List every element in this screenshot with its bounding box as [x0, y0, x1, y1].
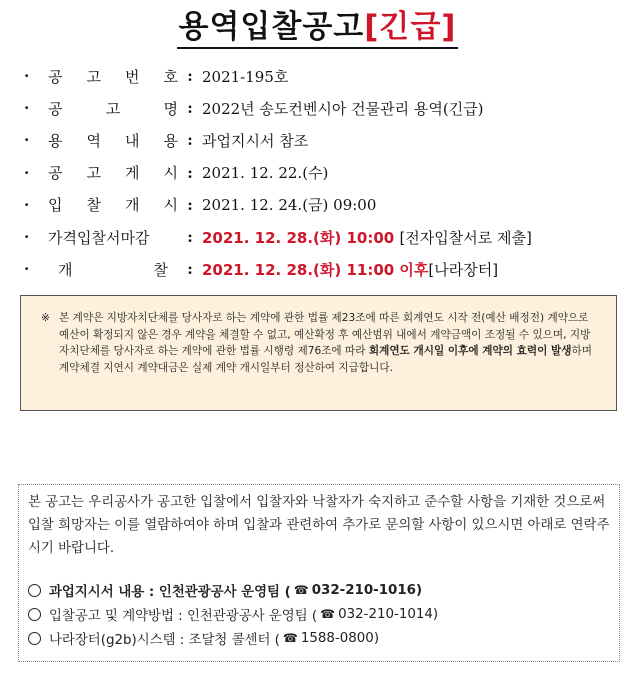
phone-icon: ☎: [282, 631, 298, 645]
title-urgent: [긴급]: [364, 9, 457, 45]
row-colon: :: [187, 99, 193, 118]
row-colon: :: [187, 195, 193, 214]
row-bullet: ·: [24, 163, 30, 182]
row-label: 가격입찰서마감: [48, 228, 150, 247]
title-wrapper: [0, 8, 635, 49]
row-colon: :: [187, 260, 193, 279]
circle-bullet-icon: [28, 608, 41, 621]
info-row-posted: [24, 157, 624, 189]
contact-item-task-spec: 과업지시서 내용 : 인천관광공사 운영팀 ( ☎ 032-210-1016): [28, 578, 610, 602]
contact-item-g2b: 나라장터(g2b)시스템 : 조달청 콜센터 ( ☎ 1588-0800): [28, 626, 610, 650]
circle-bullet-icon: [28, 584, 41, 597]
row-value: 2021-195호: [202, 67, 289, 86]
reference-mark-icon: ※: [41, 312, 50, 324]
row-value: 2022년 송도컨벤시아 건물관리 용역(긴급): [202, 99, 484, 118]
row-bullet: ·: [24, 131, 30, 150]
announcement-info: [24, 60, 624, 285]
row-colon: :: [187, 228, 193, 247]
phone-icon: ☎: [320, 607, 336, 621]
circle-bullet-icon: [28, 632, 41, 645]
row-colon: :: [187, 163, 193, 182]
row-colon: :: [187, 67, 193, 86]
title-main: 용역입찰공고: [178, 9, 365, 45]
row-bullet: ·: [24, 195, 30, 214]
row-bullet: ·: [24, 99, 30, 118]
row-label: 공 고 명: [48, 99, 178, 118]
row-value: 2021. 12. 24.(금) 09:00: [202, 196, 377, 215]
info-row-name: [24, 92, 624, 124]
row-value-deadline: 2021. 12. 28.(화) 10:00 [전자입찰서로 제출]: [202, 228, 532, 247]
info-row-bid-open: [24, 189, 624, 221]
contact-item-contract: 입찰공고 및 계약방법 : 인천관광공사 운영팀 ( ☎ 032-210-1014): [28, 602, 610, 626]
notice-text: 본 계약은 지방자치단체를 당사자로 하는 계약에 관한 법률 제23조에 따른 회계연도 시작 전(예산 배정전) 계약으로 예산이 확정되지 않은 경우 계약을 체결할 수 없고, 예산확정 후 예산범위 내에서 계약금액이 조정될 수 있으며, 지방자치단체를 당사자로 하는 계약에 관한 법률 시행령 제76조에 따라 회계연도 개시일 이후에 계약의 효력이 발생하며 계약체결 지연시 계약대금은 실제 계약 개시일부터 정산하여 지급합니다.: [59, 312, 592, 374]
info-row-content: [24, 124, 624, 156]
row-label: 용 역 내 용: [48, 131, 178, 150]
page-title: [177, 8, 459, 49]
row-label: 공 고 게 시: [48, 164, 178, 183]
row-value: 2021. 12. 22.(수): [202, 164, 329, 183]
row-label: 입 찰 개 시: [48, 196, 178, 215]
contact-box: [18, 484, 620, 662]
row-value-opening: 2021. 12. 28.(화) 11:00 이후[나라장터]: [202, 260, 499, 279]
row-value: 과업지시서 참조: [202, 131, 309, 150]
phone-icon: ☎: [293, 583, 309, 597]
info-row-deadline: [24, 221, 624, 253]
contact-paragraph: 본 공고는 우리공사가 공고한 입찰에서 입찰자와 낙찰자가 숙지하고 준수할 사항을 기재한 것으로써 입찰 희망자는 이를 열람하여야 하며 입찰과 관련하여 추가로 문의할 사항이 있으시면 아래로 연락주시기 바랍니다.: [28, 495, 610, 556]
info-row-opening: [24, 253, 624, 285]
row-label: 공 고 번 호: [48, 67, 178, 86]
row-bullet: ·: [24, 260, 30, 279]
row-colon: :: [187, 131, 193, 150]
info-row-number: [24, 60, 624, 92]
notice-box: [20, 295, 617, 411]
row-bullet: ·: [24, 67, 30, 86]
row-label: 개 찰: [58, 260, 168, 279]
row-bullet: ·: [24, 228, 30, 247]
